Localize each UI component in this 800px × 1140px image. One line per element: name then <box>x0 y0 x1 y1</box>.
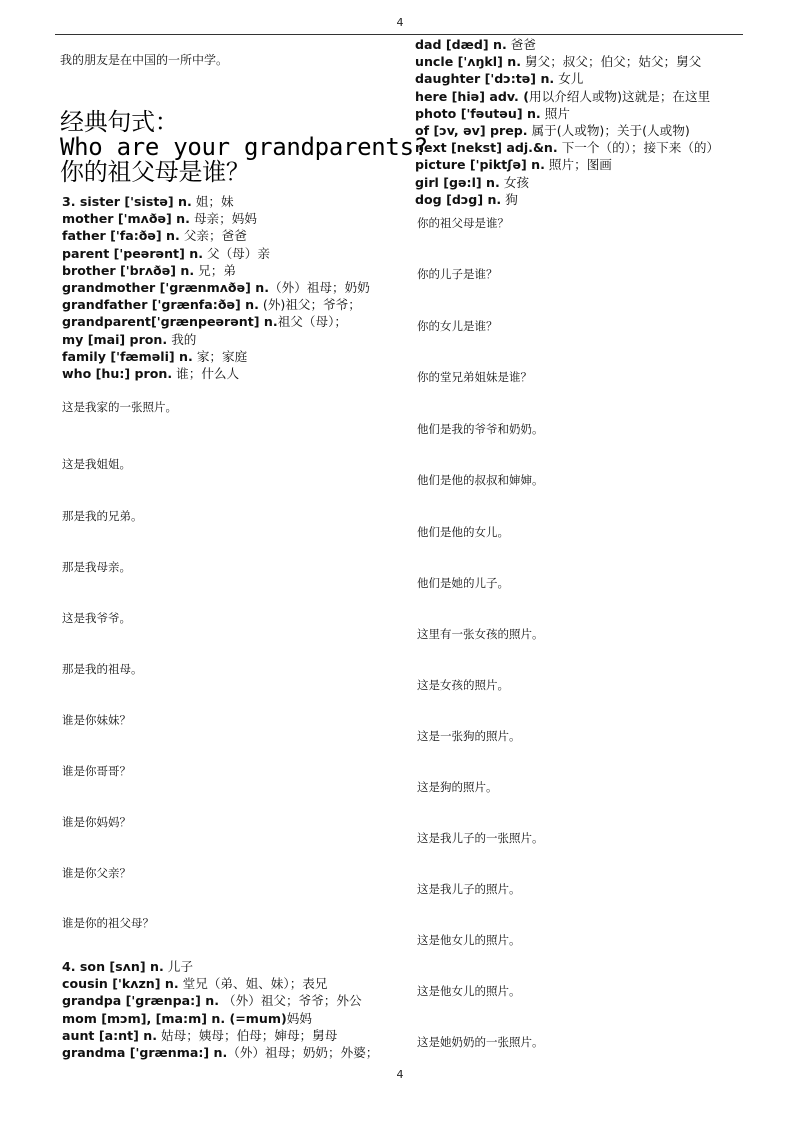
practice-sentence: 谁是你哥哥？ <box>62 764 131 778</box>
vocab-entry: grandfather ['grænfa:ðə] n. (外)祖父；爷爷； <box>62 297 361 313</box>
practice-sentence: 他们是我的爷爷和奶奶。 <box>417 422 544 436</box>
vocab-entry: next [nekst] adj.&n. 下一个（的）；接下来（的） <box>415 140 720 156</box>
vocab-entry: who [hu:] pron. 谁；什么人 <box>62 366 240 382</box>
practice-sentence: 这是我姐姐。 <box>62 457 131 471</box>
vocab-entry: 4. son [sʌn] n. 儿子 <box>62 959 193 974</box>
vocab-entry: grandpa ['grænpa:] n. （外）祖父；爷爷；外公 <box>62 993 362 1009</box>
vocab-entry: grandparent['grænpeərənt] n.祖父（母）； <box>62 314 347 330</box>
practice-sentence: 这是我儿子的照片。 <box>417 882 521 896</box>
vocab-entry: here [hiə] adv. (用以介绍人或物)这就是；在这里 <box>415 88 711 104</box>
intro-sentence: 我的朋友是在中国的一所中学。 <box>60 53 229 67</box>
vocab-list-3 <box>62 193 370 382</box>
practice-sentence: 谁是你父亲？ <box>62 866 131 880</box>
heading-english-sentence: Who are your grandparents? <box>60 133 428 161</box>
practice-sentence: 这是女孩的照片。 <box>417 678 509 692</box>
page-number-top: 4 <box>396 16 404 29</box>
vocab-entry: aunt [a:nt] n. 姑母；姨母；伯母；婶母；舅母 <box>62 1027 338 1043</box>
practice-sentence: 他们是他的女儿。 <box>417 525 509 539</box>
vocab-entry: of [ɔv, əv] prep. 属于(人或物)；关于(人或物) <box>415 123 690 139</box>
vocab-entry: grandma ['grænma:] n.（外）祖母；奶奶；外婆； <box>62 1045 379 1061</box>
page-number-bottom: 4 <box>396 1068 404 1081</box>
practice-sentence: 谁是你的祖父母？ <box>62 916 154 930</box>
vocab-list-4 <box>62 958 378 1061</box>
practice-sentence: 那是我母亲。 <box>62 560 131 574</box>
vocab-entry: picture ['piktʃə] n. 照片；图画 <box>415 157 612 173</box>
practice-sentence: 你的祖父母是谁？ <box>417 216 509 230</box>
vocab-entry: brother ['brʌðə] n. 兄；弟 <box>62 262 236 278</box>
vocab-entry: cousin ['kʌzn] n. 堂兄（弟、姐、妹）；表兄 <box>62 976 328 992</box>
vocab-entry: girl [gə:l] n. 女孩 <box>415 174 530 190</box>
vocab-entry: mom [mɔm], [ma:m] n. (=mum)妈妈 <box>62 1010 312 1026</box>
vocab-entry: parent ['peərənt] n. 父（母）亲 <box>62 245 270 261</box>
practice-sentence: 这是他女儿的照片。 <box>417 984 521 998</box>
practice-sentence: 你的堂兄弟姐妹是谁？ <box>417 370 532 384</box>
vocab-list-right <box>415 36 719 208</box>
vocab-entry: dog [dɔg] n. 狗 <box>415 191 518 207</box>
vocab-entry: mother ['mʌðə] n. 母亲；妈妈 <box>62 211 257 227</box>
vocab-entry: 3. sister ['sistə] n. 姐；妹 <box>62 194 234 209</box>
practice-sentence: 那是我的兄弟。 <box>62 509 143 523</box>
practice-sentence: 这是他女儿的照片。 <box>417 933 521 947</box>
header-rule <box>55 34 743 35</box>
vocab-entry: father ['fa:ðə] n. 父亲；爸爸 <box>62 228 247 244</box>
practice-sentence: 你的儿子是谁？ <box>417 267 498 281</box>
heading-chinese-sentence: 你的祖父母是谁？ <box>60 158 250 186</box>
vocab-entry: family ['fæməli] n. 家；家庭 <box>62 348 248 364</box>
practice-sentence: 这是她奶奶的一张照片。 <box>417 1035 544 1049</box>
practice-sentence: 这是一张狗的照片。 <box>417 729 521 743</box>
vocab-entry: photo ['fəutəu] n. 照片 <box>415 105 570 121</box>
vocab-entry: grandmother ['grænmʌðə] n.（外）祖母；奶奶 <box>62 280 370 296</box>
practice-sentence: 你的女儿是谁？ <box>417 319 498 333</box>
practice-sentence: 谁是你妈妈？ <box>62 815 131 829</box>
practice-sentence: 这是我家的一张照片。 <box>62 400 177 414</box>
vocab-entry: my [mai] pron. 我的 <box>62 331 197 347</box>
classic-sentence-heading <box>60 110 428 185</box>
practice-sentence: 他们是他的叔叔和婶婶。 <box>417 473 544 487</box>
heading-title: 经典句式： <box>60 108 179 136</box>
vocab-entry: daughter ['dɔ:tə] n. 女儿 <box>415 71 584 87</box>
vocab-entry: uncle ['ʌŋkl] n. 舅父；叔父；伯父；姑父；舅父 <box>415 54 702 70</box>
practice-sentence: 这是我爷爷。 <box>62 611 131 625</box>
practice-sentence: 这里有一张女孩的照片。 <box>417 627 544 641</box>
practice-sentence: 那是我的祖母。 <box>62 662 143 676</box>
practice-sentence: 这是我儿子的一张照片。 <box>417 831 544 845</box>
vocab-entry: dad [dæd] n. 爸爸 <box>415 37 536 52</box>
practice-sentence: 谁是你妹妹？ <box>62 713 131 727</box>
practice-sentence: 这是狗的照片。 <box>417 780 498 794</box>
practice-sentence: 他们是她的儿子。 <box>417 576 509 590</box>
